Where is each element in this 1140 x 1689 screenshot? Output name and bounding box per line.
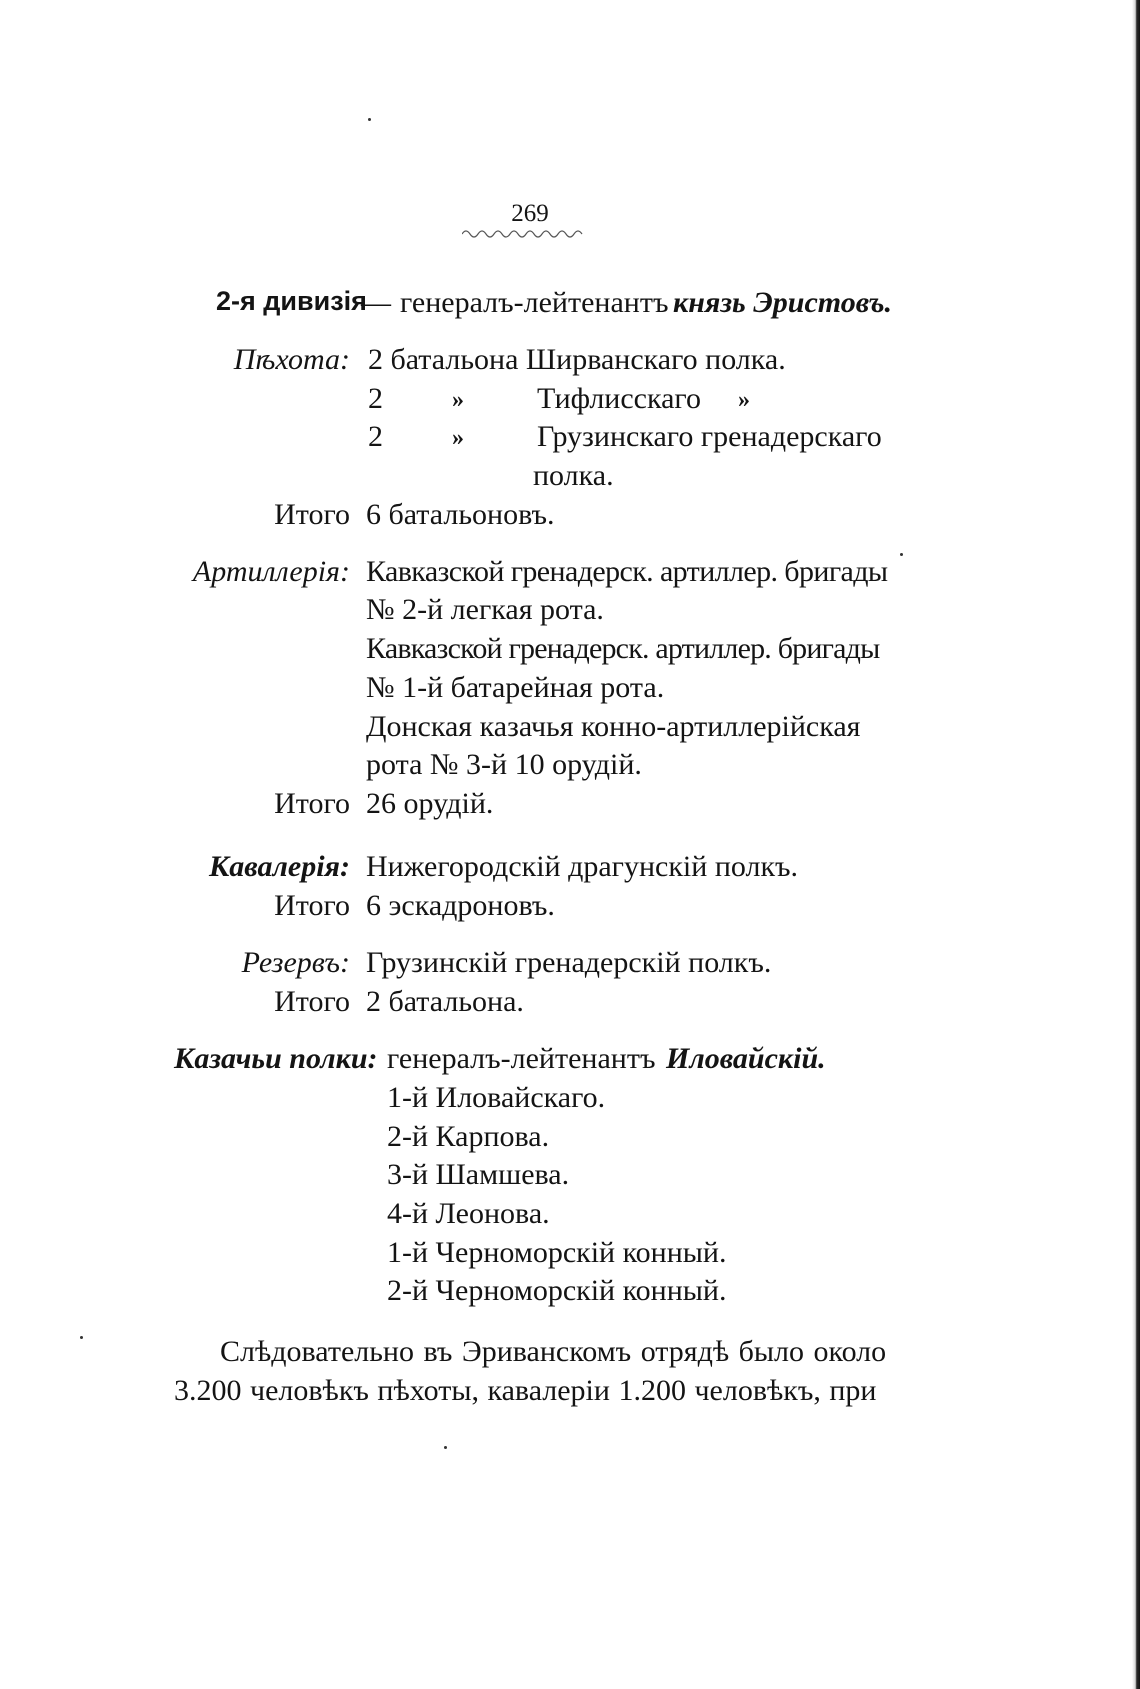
artillery-line: № 2-й легкая рота.	[366, 593, 604, 626]
ditto-mark: »	[452, 425, 464, 451]
cossack-regiment: 4-й Леонова.	[387, 1197, 550, 1230]
cossack-regiment: 1-й Черноморскій конный.	[387, 1236, 727, 1269]
reserve-total-label: Итого	[274, 985, 350, 1018]
artillery-line: Кавказской гренадерск. артиллер. бригады	[366, 555, 888, 588]
cossack-regiment: 3-й Шамшева.	[387, 1158, 570, 1191]
artillery-total-label: Итого	[274, 787, 350, 820]
infantry-regiment: Грузинскаго гренадерскаго	[537, 420, 882, 453]
cavalry-total-label: Итого	[274, 889, 350, 922]
page-number: 269	[511, 200, 549, 227]
infantry-count: 2	[368, 382, 383, 415]
infantry-total-value: 6 батальоновъ.	[366, 498, 555, 531]
scan-speck	[368, 118, 371, 121]
cavalry-total-value: 6 эскадроновъ.	[366, 889, 555, 922]
artillery-line: рота № 3-й 10 орудій.	[366, 748, 642, 781]
infantry-line: полка.	[533, 459, 614, 492]
artillery-line: Донская казачья конно-артиллерійская	[366, 710, 861, 743]
cossack-regiment: 1-й Иловайскаго.	[387, 1081, 606, 1114]
cossacks-label: Казачьи полки:	[174, 1042, 378, 1075]
division-title: 2-я дивизія	[216, 286, 367, 316]
scan-speck	[900, 553, 903, 556]
artillery-total-value: 26 орудій.	[366, 787, 494, 820]
artillery-line: № 1-й батарейная рота.	[366, 671, 665, 704]
infantry-label: Пѣхота:	[233, 343, 350, 376]
ditto-mark: »	[738, 387, 750, 413]
paragraph-line: 3.200 человѣкъ пѣхоты, кавалеріи 1.200 человѣкъ, при	[174, 1374, 877, 1407]
page-edge-shadow	[1132, 0, 1140, 1689]
reserve-label: Резервъ:	[241, 946, 350, 979]
cossack-regiment: 2-й Карпова.	[387, 1120, 550, 1153]
reserve-total-value: 2 батальона.	[366, 985, 524, 1018]
paragraph-line: Слѣдовательно въ Эриванскомъ отрядѣ было около	[220, 1335, 887, 1368]
infantry-line: 2 батальона Ширванскаго полка.	[368, 343, 786, 376]
infantry-total-label: Итого	[274, 498, 350, 531]
division-commander-name: князь Эристовъ.	[673, 286, 893, 319]
artillery-label: Артиллерія:	[192, 555, 350, 588]
division-commander-rank: генералъ-лейтенантъ	[400, 286, 669, 319]
page-number-ornament	[462, 228, 586, 238]
artillery-line: Кавказской гренадерск. артиллер. бригады	[366, 632, 880, 665]
cavalry-line: Нижегородскій драгунскій полкъ.	[366, 850, 799, 883]
scan-speck	[444, 1446, 447, 1449]
infantry-regiment: Тифлисскаго	[537, 382, 701, 415]
scan-speck	[80, 1336, 83, 1339]
ditto-mark: »	[452, 387, 464, 413]
infantry-count: 2	[368, 420, 383, 453]
reserve-line: Грузинскій гренадерскій полкъ.	[366, 946, 772, 979]
cossack-regiment: 2-й Черноморскій конный.	[387, 1274, 727, 1307]
cossacks-commander-name: Иловайскій.	[666, 1042, 826, 1075]
division-dash: —	[361, 286, 391, 319]
cossacks-commander-rank: генералъ-лейтенантъ	[387, 1042, 656, 1075]
cavalry-label: Кавалерія:	[208, 850, 350, 883]
